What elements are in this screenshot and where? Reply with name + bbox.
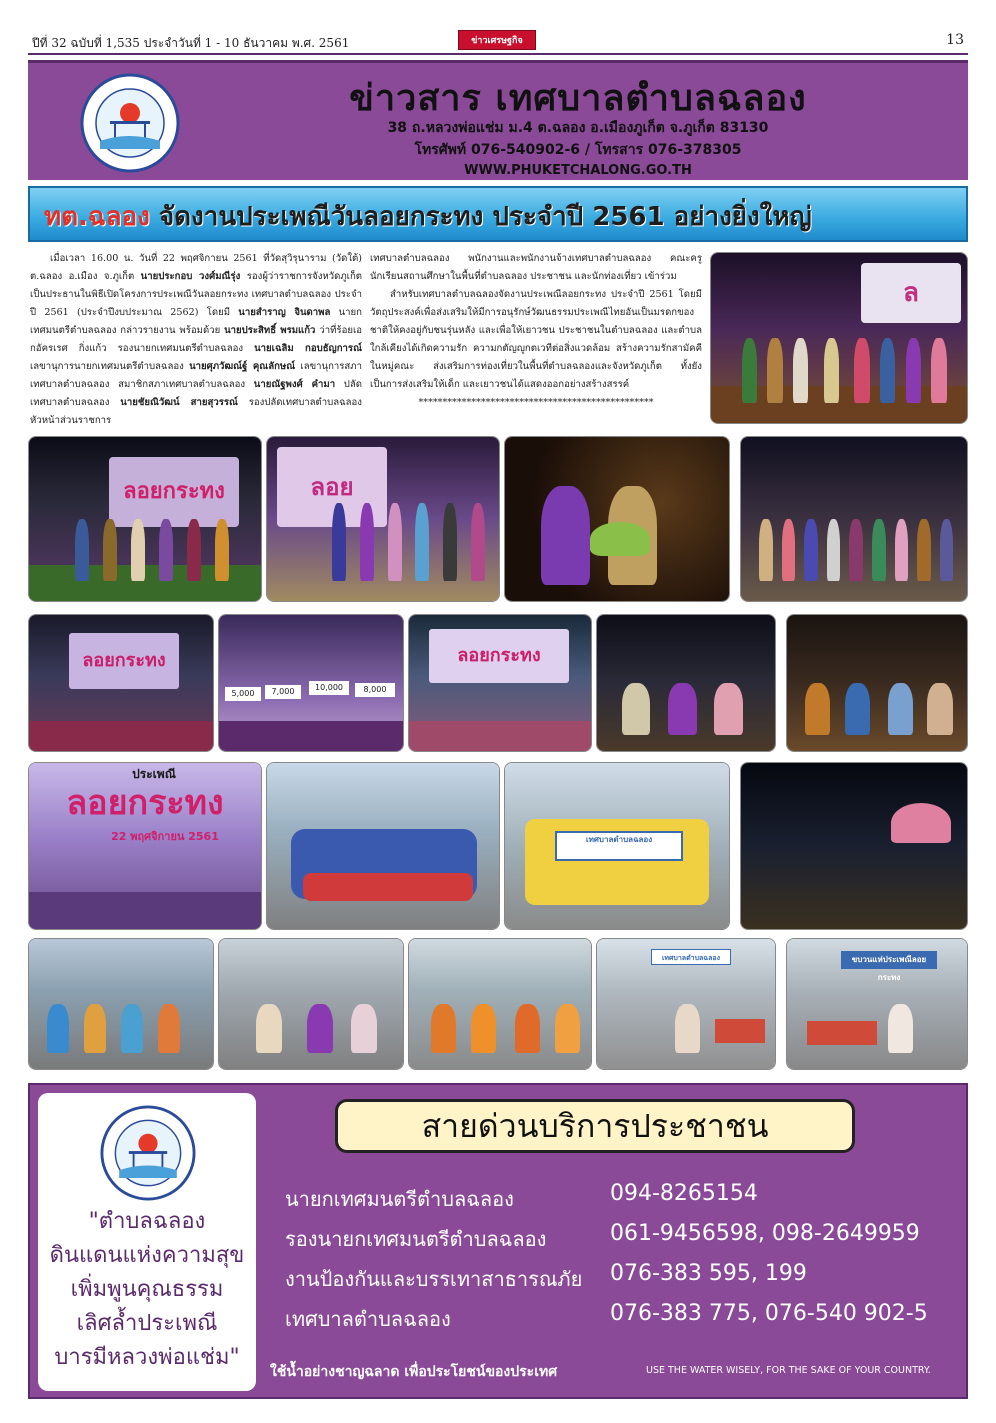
stage-sign-large: ลอยกระทง bbox=[66, 783, 224, 823]
contact-label: รองนายกเทศมนตรีตำบลฉลอง bbox=[285, 1227, 547, 1251]
photo-guests-seated bbox=[596, 614, 776, 752]
contact-row bbox=[285, 1303, 965, 1343]
headline-banner bbox=[28, 186, 968, 242]
photo-parade-banner bbox=[786, 938, 968, 1070]
contact-number[interactable]: 094-8265154 bbox=[610, 1181, 758, 1206]
stage-date: 22 พฤศจิกายน 2561 bbox=[111, 830, 219, 843]
photo-parade-orange bbox=[408, 938, 592, 1070]
photo-kids-performance bbox=[28, 762, 262, 930]
article-paragraph-1 bbox=[30, 250, 362, 430]
parade-banner-sign: ขบวนแห่ประเพณีลอยกระทง bbox=[841, 951, 937, 969]
issue-info: ปีที่ 32 ฉบับที่ 1,535 ประจำวันที่ 1 - 10 ธันวาคม พ.ศ. 2561 bbox=[32, 36, 350, 50]
award-board-1: 5,000 bbox=[225, 687, 261, 701]
contact-number[interactable]: 076-383 775, 076-540 902-5 bbox=[610, 1301, 928, 1326]
headline-part1: ทต.ฉลอง bbox=[44, 202, 150, 232]
header-website[interactable]: WWW.PHUKETCHALONG.GO.TH bbox=[464, 163, 692, 178]
motto-box bbox=[38, 1093, 256, 1391]
contact-number[interactable]: 061-9456598, 098-2649959 bbox=[610, 1221, 920, 1246]
contact-label: นายกเทศมนตรีตำบลฉลอง bbox=[285, 1187, 514, 1211]
article-column-2 bbox=[370, 250, 702, 412]
contact-list bbox=[285, 1183, 965, 1343]
top-rule bbox=[28, 53, 968, 55]
person-name: นายชัยณิวัฒน์ สายสุวรรณ์ bbox=[120, 397, 238, 408]
water-slogan-english: USE THE WATER WISELY, FOR THE SAKE OF YOUR COUNTRY. bbox=[646, 1365, 931, 1376]
article-text-run: เลขานุการสภาเทศบาลตำบลฉลอง สมาชิกสภาเทศบาลตำบลฉลอง bbox=[30, 361, 362, 390]
article-paragraph-2: เทศบาลตำบลฉลอง พนักงานและพนักงานจ้างเทศบาลตำบลฉลอง คณะครู นักเรียนสถานศึกษาในพื้นที่ตำบลฉลอง ประชาชน และนักท่องเที่ยว เข้าร่วม bbox=[370, 253, 702, 282]
article-text-run: ว่าที่ร้อยเอกอัครเรศ กิ่งแก้ว รองนายกเทศมนตรีตำบลฉลอง bbox=[30, 325, 362, 354]
header-address: 38 ถ.หลวงพ่อแช่ม ม.4 ต.ฉลอง อ.เมืองภูเก็ต จ.ภูเก็ต 83130 bbox=[387, 120, 769, 136]
photo-parade-sign bbox=[596, 938, 776, 1070]
article-text-run: เลขานุการนายกเทศมนตรีตำบลฉลอง bbox=[30, 361, 190, 372]
contact-row bbox=[285, 1183, 965, 1223]
municipality-seal-icon bbox=[100, 1105, 196, 1201]
article-text-run: เมื่อเวลา 16.00 น. วันที่ 22 พฤศจิกายน 2561 ที่วัดสุวิรุนาราม (วัดใต้) ต.ฉลอง อ.เมือง จ.ภูเก็ต bbox=[30, 253, 362, 282]
photo-audience bbox=[786, 614, 968, 752]
hotline-section bbox=[28, 1083, 968, 1399]
award-board-2: 7,000 bbox=[265, 685, 301, 699]
newspaper-logo: ข่าวเศรษฐกิจ bbox=[458, 30, 536, 50]
motto-line: เพิ่มพูนคุณธรรม bbox=[70, 1277, 224, 1302]
photo-night-group bbox=[740, 436, 968, 602]
float-sign: เทศบาลตำบลฉลอง bbox=[555, 831, 683, 861]
photo-night-river bbox=[740, 762, 968, 930]
motto-line: ดินแดนแห่งความสุข bbox=[49, 1243, 245, 1268]
person-name: นายประกอบ วงศ์มณีรุ่ง bbox=[140, 271, 241, 282]
photo-krathong-floating bbox=[504, 436, 730, 602]
contact-row bbox=[285, 1223, 965, 1263]
article-text-run: ปลัดเทศบาลตำบลฉลอง bbox=[30, 379, 363, 408]
municipality-header bbox=[28, 60, 968, 180]
photo-opening-ceremony: ล bbox=[710, 252, 968, 424]
award-board-3: 10,000 bbox=[309, 681, 349, 695]
photo-stage-group-2: ลอย bbox=[266, 436, 500, 602]
parade-sign-small: เทศบาลตำบลฉลอง bbox=[651, 949, 731, 965]
motto-line: "ตำบลฉลอง bbox=[88, 1209, 206, 1234]
contact-number[interactable]: 076-383 595, 199 bbox=[610, 1261, 807, 1286]
contact-row bbox=[285, 1263, 965, 1303]
photo-parade-dancers-1 bbox=[28, 938, 214, 1070]
person-name: นายประสิทธิ์ พรมแก้ว bbox=[224, 325, 316, 336]
headline-text bbox=[44, 196, 954, 237]
photo-stage-wide: ลอยกระทง bbox=[28, 614, 214, 752]
header-phone: โทรศัพท์ 076-540902-6 / โทรสาร 076-378305 bbox=[414, 142, 742, 158]
article-text-run: นายกเทศมนตรีตำบลฉลอง กล่าวรายงาน พร้อมด้วย bbox=[30, 307, 362, 336]
photo-parade-queens bbox=[218, 938, 404, 1070]
person-name: นายสำราญ จินดาพล bbox=[238, 307, 331, 318]
award-board-4: 8,000 bbox=[355, 683, 395, 697]
header-title: ข่าวสาร เทศบาลตำบลฉลอง bbox=[349, 78, 807, 119]
article-paragraph-3: สำหรับเทศบาลตำบลฉลองจัดงานประเพณีลอยกระทง ประจำปี 2561 โดยมีวัตถุประสงค์เพื่อส่งเสริมให้มีการอนุรักษ์วัฒนธรรมประเพณีไทยอันเป็นมรดกของชาติให้คงอยู่กับชนรุ่นหลัง และเพื่อให้เยาวชน ประชาชนในตำบลฉลอง และตำบลใกล้เคียงได้เกิดความรัก ความกตัญญูกตเวทีต่อสิ่งแวดล้อม สร้างความรักสามัคคีในหมู่คณะ ส่งเสริมการท่องเที่ยวในพื้นที่ตำบลฉลองและจังหวัดภูเก็ต ทั้งยังเป็นการส่งเสริมให้เด็ก และเยาวชนได้แสดงออกอย่างสร้างสรรค์ bbox=[370, 289, 702, 390]
photo-contest-awards bbox=[218, 614, 404, 752]
motto-line: บารมีหลวงพ่อแช่ม" bbox=[54, 1345, 240, 1370]
municipality-seal-icon bbox=[80, 73, 180, 173]
article-text-run: รองปลัดเทศบาลตำบลฉลอง หัวหน้าส่วนราชการ bbox=[30, 397, 362, 426]
person-name: นายณัฐพงศ์ คำมา bbox=[253, 379, 336, 390]
water-slogan-thai: ใช้น้ำอย่างชาญฉลาด เพื่อประโยชน์ของประเทศ bbox=[270, 1364, 558, 1380]
contact-label: งานป้องกันและบรรเทาสาธารณภัย bbox=[285, 1267, 583, 1291]
contact-label: เทศบาลตำบลฉลอง bbox=[285, 1307, 451, 1331]
stage-sign-small: ประเพณี bbox=[132, 767, 176, 781]
stage-sign: ลอยกระทง bbox=[109, 457, 239, 527]
motto-line: เลิศล้ำประเพณี bbox=[76, 1311, 218, 1336]
photo-parade-float-1 bbox=[266, 762, 500, 930]
photo-parade-float-2 bbox=[504, 762, 730, 930]
hotline-title: สายด่วนบริการประชาชน bbox=[335, 1099, 855, 1153]
person-name: นายเฉลิม กอบธัญการณ์ bbox=[254, 343, 362, 354]
motto-text bbox=[38, 1205, 256, 1375]
photo-stage-lineup: ลอยกระทง bbox=[408, 614, 592, 752]
photo-stage-group-1 bbox=[28, 436, 262, 602]
article-end-stars: ************************************************* bbox=[418, 397, 654, 408]
person-name: นายศุภวัฒณ์ฐ์ คุณลักษณ์ bbox=[189, 361, 296, 372]
article-column-1 bbox=[30, 250, 362, 430]
article-text-run: รองผู้ว่าราชการจังหวัดภูเก็ต เป็นประธานในพิธีเปิดโครงการประเพณีวันลอยกระทง เทศบาลตำบลฉลอง ประจำปี 2561 (ประจำปีงบประมาณ 2562) โดยมี bbox=[30, 271, 362, 318]
page-number: 13 bbox=[946, 32, 964, 48]
headline-part2: จัดงานประเพณีวันลอยกระทง ประจำปี 2561 อย่างยิ่งใหญ่ bbox=[158, 202, 812, 232]
